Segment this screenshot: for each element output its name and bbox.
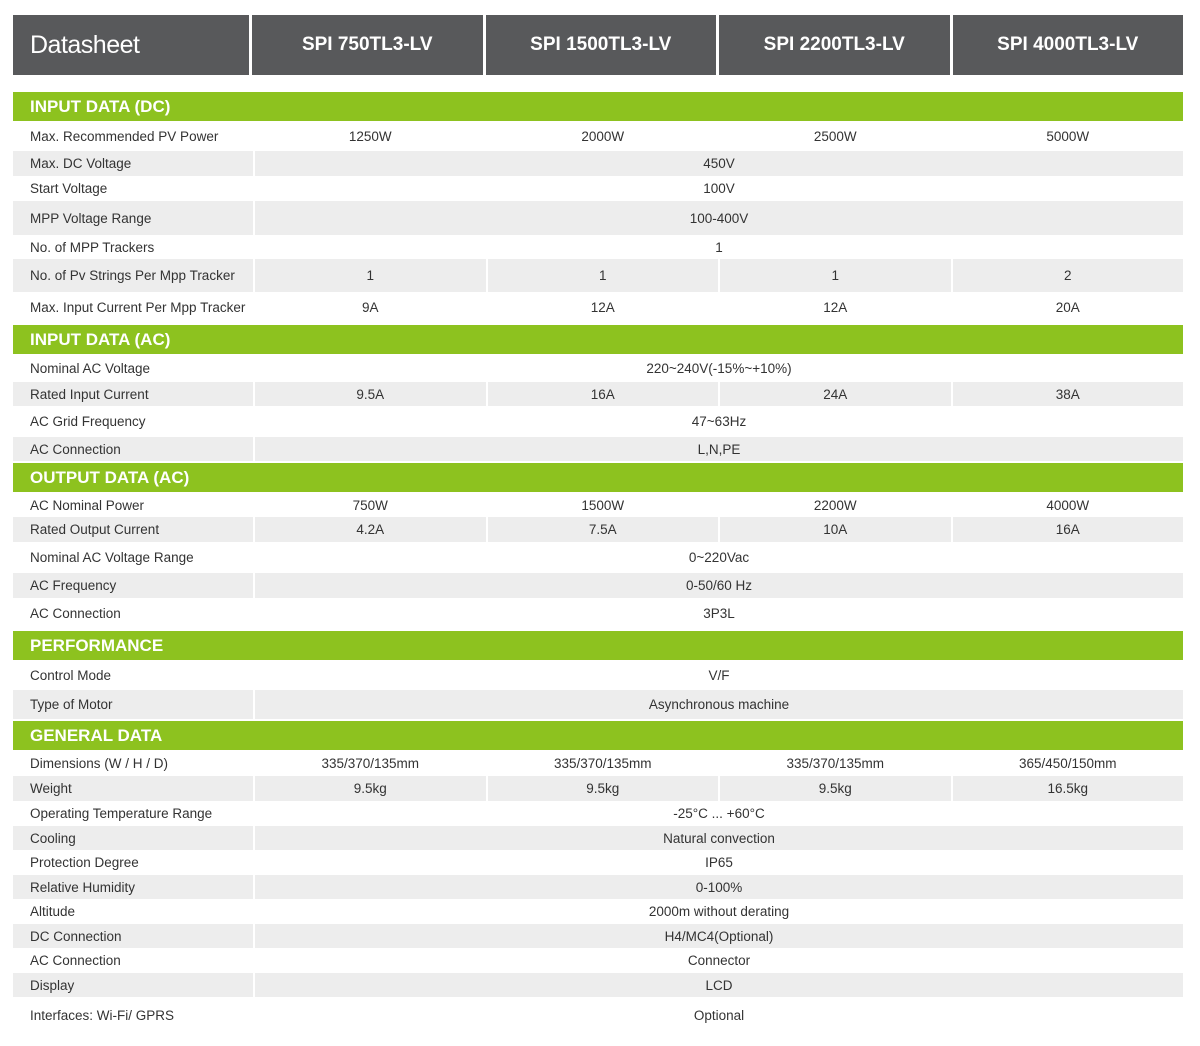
row-label: Operating Temperature Range (30, 806, 213, 821)
header-row (13, 15, 1183, 75)
row-label: DC Connection (13, 924, 253, 948)
shared-value-cell: 0-100% (255, 875, 1183, 899)
row-label: Cooling (13, 826, 253, 850)
row-values (255, 355, 1183, 382)
table-row (13, 899, 1183, 924)
row-label: Start Voltage (30, 181, 108, 196)
row-values (255, 201, 1183, 235)
shared-value-cell: 100V (703, 181, 735, 196)
table-row (13, 875, 1183, 899)
value-cell: 16.5kg (953, 776, 1184, 801)
value-cell: 335/370/135mm (321, 756, 420, 771)
shared-value-cell: 100-400V (255, 201, 1183, 235)
table-row (13, 924, 1183, 948)
shared-value-cell: 2000m without derating (648, 904, 790, 919)
table-row (13, 801, 1183, 826)
row-values (255, 875, 1183, 899)
row-values (255, 382, 1183, 406)
value-cell: 5000W (1046, 129, 1090, 144)
value-cell: 335/370/135mm (553, 756, 652, 771)
value-cell: 24A (720, 382, 951, 406)
table-row (13, 517, 1183, 542)
value-cell: 365/450/150mm (1018, 756, 1117, 771)
row-values (255, 751, 1183, 776)
row-values (255, 292, 1183, 323)
table-row (13, 493, 1183, 517)
section-title: OUTPUT DATA (AC) (13, 463, 1183, 492)
row-values (255, 826, 1183, 850)
shared-value-cell: Optional (693, 1007, 745, 1023)
section (13, 325, 1183, 461)
table-row (13, 948, 1183, 973)
datasheet-table (13, 15, 1183, 1033)
row-label: Rated Output Current (13, 517, 253, 542)
shared-value-cell: 1 (715, 239, 723, 255)
row-label: Relative Humidity (13, 875, 253, 899)
row-label: Max. DC Voltage (13, 151, 253, 176)
value-cell: 9A (361, 300, 379, 315)
value-cell: 335/370/135mm (786, 756, 885, 771)
row-values (255, 493, 1183, 517)
value-cell: 16A (953, 517, 1184, 542)
value-cell: 9.5kg (720, 776, 951, 801)
table-row (13, 151, 1183, 176)
row-values (255, 850, 1183, 875)
value-cell: 9.5kg (255, 776, 486, 801)
value-cell: 2200W (813, 497, 857, 513)
value-cell: 9.5kg (488, 776, 719, 801)
row-values (255, 661, 1183, 690)
table-row (13, 437, 1183, 461)
value-cell: 1 (255, 259, 486, 292)
table-row (13, 235, 1183, 259)
row-values (255, 598, 1183, 629)
model-header-4: SPI 4000TL3-LV (953, 15, 1184, 75)
row-values (255, 406, 1183, 437)
table-row (13, 826, 1183, 850)
row-label: Dimensions (W / H / D) (30, 756, 169, 771)
section (13, 463, 1183, 629)
shared-value-cell: LCD (255, 973, 1183, 997)
shared-value-cell: 0-50/60 Hz (255, 573, 1183, 598)
row-label: AC Connection (30, 953, 121, 968)
table-row (13, 292, 1183, 323)
row-values (255, 997, 1183, 1033)
section-title: GENERAL DATA (13, 721, 1183, 750)
row-values (255, 517, 1183, 542)
table-row (13, 598, 1183, 629)
value-cell: 750W (352, 497, 388, 513)
row-values (255, 235, 1183, 259)
row-values (255, 122, 1183, 151)
value-cell: 1500W (581, 497, 625, 513)
row-values (255, 948, 1183, 973)
model-header-1: SPI 750TL3-LV (252, 15, 483, 75)
table-row (13, 850, 1183, 875)
table-row (13, 542, 1183, 573)
table-row (13, 690, 1183, 719)
value-cell: 12A (590, 300, 615, 315)
table-row (13, 259, 1183, 292)
row-values (255, 573, 1183, 598)
table-row (13, 382, 1183, 406)
row-values (255, 776, 1183, 801)
value-cell: 2000W (581, 129, 625, 144)
row-label: No. of MPP Trackers (30, 239, 155, 255)
row-label: Interfaces: Wi-Fi/ GPRS (30, 1007, 175, 1023)
shared-value-cell: Connector (687, 953, 751, 968)
row-label: AC Grid Frequency (30, 414, 146, 429)
shared-value-cell: Natural convection (255, 826, 1183, 850)
value-cell: 20A (1055, 300, 1080, 315)
row-label: Rated Input Current (13, 382, 253, 406)
sections-container (13, 92, 1183, 1033)
row-label: Display (13, 973, 253, 997)
table-row (13, 973, 1183, 997)
value-cell: 1250W (348, 129, 392, 144)
row-values (255, 259, 1183, 292)
row-values (255, 151, 1183, 176)
row-values (255, 899, 1183, 924)
value-cell: 1 (488, 259, 719, 292)
value-cell: 10A (720, 517, 951, 542)
section-title: INPUT DATA (AC) (13, 325, 1183, 354)
value-cell: 2 (953, 259, 1184, 292)
table-row (13, 122, 1183, 151)
table-row (13, 751, 1183, 776)
section-title: INPUT DATA (DC) (13, 92, 1183, 121)
shared-value-cell: -25°C ... +60°C (673, 806, 765, 821)
row-label: Type of Motor (13, 690, 253, 719)
shared-value-cell: V/F (708, 668, 730, 683)
row-values (255, 542, 1183, 573)
row-label: Nominal AC Voltage Range (30, 550, 194, 565)
row-label: Altitude (30, 904, 76, 919)
shared-value-cell: Asynchronous machine (255, 690, 1183, 719)
table-row (13, 573, 1183, 598)
value-cell: 12A (823, 300, 848, 315)
row-label: No. of Pv Strings Per Mpp Tracker (13, 259, 253, 292)
model-header-3: SPI 2200TL3-LV (719, 15, 950, 75)
shared-value-cell: 3P3L (703, 606, 735, 621)
value-cell: 9.5A (255, 382, 486, 406)
table-row (13, 201, 1183, 235)
row-label: AC Nominal Power (30, 497, 145, 513)
table-row (13, 997, 1183, 1033)
row-label: AC Connection (13, 437, 253, 461)
row-values (255, 176, 1183, 201)
shared-value-cell: L,N,PE (255, 437, 1183, 461)
row-label: Weight (13, 776, 253, 801)
row-label: Nominal AC Voltage (30, 361, 151, 376)
section (13, 92, 1183, 323)
shared-value-cell: 0~220Vac (688, 550, 750, 565)
table-row (13, 661, 1183, 690)
value-cell: 16A (488, 382, 719, 406)
table-row (13, 176, 1183, 201)
row-values (255, 437, 1183, 461)
shared-value-cell: 47~63Hz (691, 414, 747, 429)
row-label: AC Connection (30, 606, 121, 621)
value-cell: 1 (720, 259, 951, 292)
datasheet-title: Datasheet (13, 15, 249, 75)
row-values (255, 973, 1183, 997)
row-label: AC Frequency (13, 573, 253, 598)
value-cell: 4000W (1046, 497, 1090, 513)
row-values (255, 801, 1183, 826)
section (13, 721, 1183, 1033)
section-title: PERFORMANCE (13, 631, 1183, 660)
row-label: Max. Input Current Per Mpp Tracker (30, 300, 246, 315)
shared-value-cell: IP65 (705, 855, 733, 870)
row-label: Control Mode (30, 668, 112, 683)
value-cell: 2500W (813, 129, 857, 144)
row-values (255, 924, 1183, 948)
row-label: Max. Recommended PV Power (30, 129, 219, 144)
row-label: MPP Voltage Range (13, 201, 253, 235)
value-cell: 4.2A (255, 517, 486, 542)
value-cell: 38A (953, 382, 1184, 406)
shared-value-cell: 450V (255, 151, 1183, 176)
table-row (13, 355, 1183, 382)
shared-value-cell: H4/MC4(Optional) (255, 924, 1183, 948)
value-cell: 7.5A (488, 517, 719, 542)
section (13, 631, 1183, 719)
table-row (13, 776, 1183, 801)
shared-value-cell: 220~240V(-15%~+10%) (646, 361, 792, 376)
table-row (13, 406, 1183, 437)
row-values (255, 690, 1183, 719)
row-label: Protection Degree (30, 855, 139, 870)
model-header-2: SPI 1500TL3-LV (486, 15, 717, 75)
